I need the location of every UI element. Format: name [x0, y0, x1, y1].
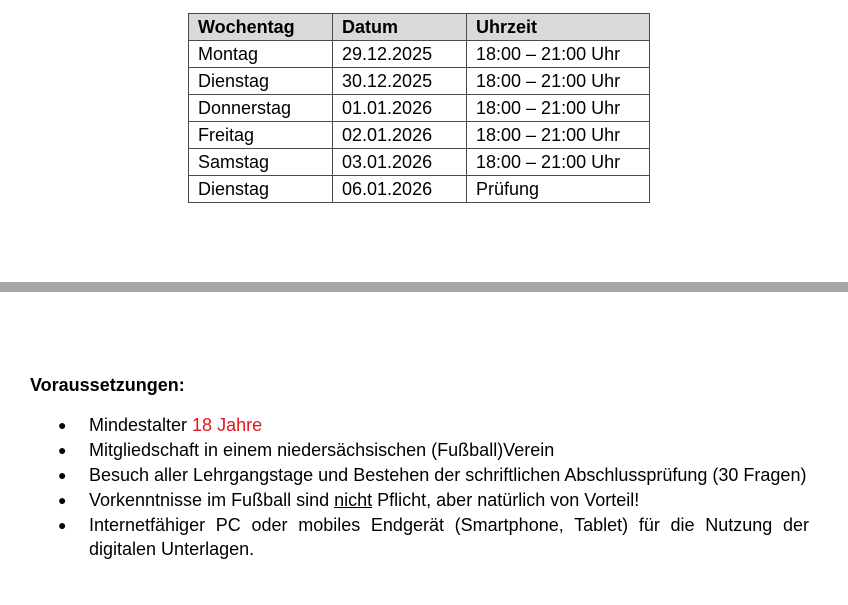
cell-date: 03.01.2026 — [333, 149, 467, 176]
cell-date: 06.01.2026 — [333, 176, 467, 203]
requirements-heading: Voraussetzungen: — [30, 375, 185, 395]
header-weekday: Wochentag — [189, 14, 333, 41]
item-text: Mindestalter — [89, 415, 193, 435]
list-item — [0, 463, 809, 487]
list-item — [0, 438, 809, 462]
cell-date: 01.01.2026 — [333, 95, 467, 122]
table-row — [189, 95, 650, 122]
cell-weekday: Samstag — [189, 149, 333, 176]
item-text: Vorkenntnisse im Fußball sind — [89, 490, 335, 510]
schedule-table — [188, 13, 650, 203]
table-row — [189, 68, 650, 95]
bullet-icon: ● — [58, 517, 67, 533]
table-row — [189, 176, 650, 203]
table-row — [189, 149, 650, 176]
list-item — [0, 513, 809, 561]
cell-time: 18:00 – 21:00 Uhr — [467, 95, 650, 122]
item-text: Pflicht, aber natürlich von Vorteil! — [372, 490, 640, 510]
list-item — [0, 488, 809, 512]
item-text: Besuch aller Lehrgangstage und Bestehen der schriftlichen Abschlussprüfung (30 Fragen) — [89, 465, 807, 485]
cell-weekday: Dienstag — [189, 68, 333, 95]
list-item — [0, 413, 809, 437]
table-header-row — [189, 14, 650, 41]
cell-weekday: Freitag — [189, 122, 333, 149]
item-text: Internetfähiger PC oder mobiles Endgerät (Smartphone, Tablet) für die Nutzung der digitalen Unterlagen. — [89, 515, 809, 559]
requirements-list — [0, 413, 848, 562]
cell-date: 30.12.2025 — [333, 68, 467, 95]
cell-weekday: Dienstag — [189, 176, 333, 203]
header-time: Uhrzeit — [467, 14, 650, 41]
cell-weekday: Donnerstag — [189, 95, 333, 122]
cell-date: 29.12.2025 — [333, 41, 467, 68]
cell-time: Prüfung — [467, 176, 650, 203]
underlined-word: nicht — [334, 490, 373, 510]
cell-time: 18:00 – 21:00 Uhr — [467, 41, 650, 68]
section-divider — [0, 282, 848, 292]
bullet-icon: ● — [58, 417, 67, 433]
cell-time: 18:00 – 21:00 Uhr — [467, 122, 650, 149]
header-date: Datum — [333, 14, 467, 41]
table-row — [189, 122, 650, 149]
bullet-icon: ● — [58, 467, 67, 483]
bullet-icon: ● — [58, 442, 67, 458]
cell-time: 18:00 – 21:00 Uhr — [467, 68, 650, 95]
highlighted-age: 18 Jahre — [192, 415, 263, 435]
bullet-icon: ● — [58, 492, 67, 508]
cell-weekday: Montag — [189, 41, 333, 68]
item-text: Mitgliedschaft in einem niedersächsischen (Fußball)Verein — [89, 440, 555, 460]
cell-date: 02.01.2026 — [333, 122, 467, 149]
cell-time: 18:00 – 21:00 Uhr — [467, 149, 650, 176]
table-row — [189, 41, 650, 68]
